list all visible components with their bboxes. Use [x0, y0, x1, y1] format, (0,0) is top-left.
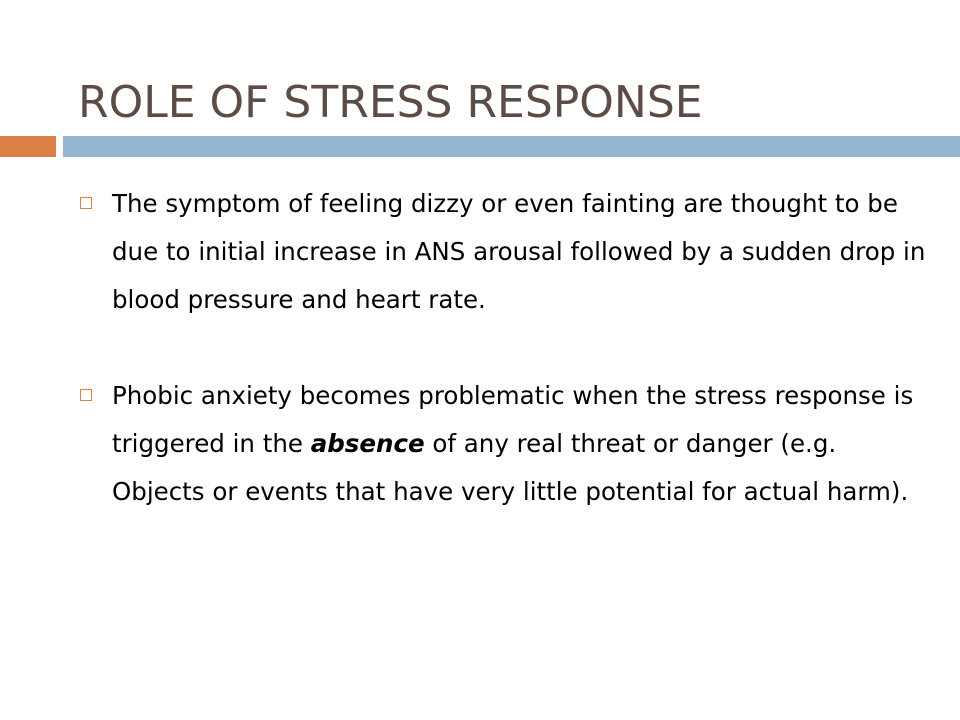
bullet-item-phobic-anxiety — [80, 372, 930, 516]
bullet-text: The symptom of feeling dizzy or even fainting are thought to be due to initial increase in ANS arousal followed by a sudden drop in blood pressure and heart rate. — [112, 189, 926, 314]
bullet-text-before: Phobic anxiety becomes problematic when the stress response is triggered in the — [112, 381, 914, 458]
accent-bar-right — [63, 136, 960, 157]
bullet-emphasis: absence — [310, 429, 425, 458]
accent-bar-left — [0, 136, 56, 157]
bullet-item-dizziness — [80, 180, 930, 324]
hollow-square-icon — [80, 197, 92, 209]
bullet-list — [80, 180, 930, 516]
hollow-square-icon — [80, 389, 92, 401]
bullet-text-after: of any real threat or danger (e.g. Objects or events that have very little potential for actual harm). — [112, 429, 909, 506]
slide-title: ROLE OF STRESS RESPONSE — [78, 77, 703, 129]
